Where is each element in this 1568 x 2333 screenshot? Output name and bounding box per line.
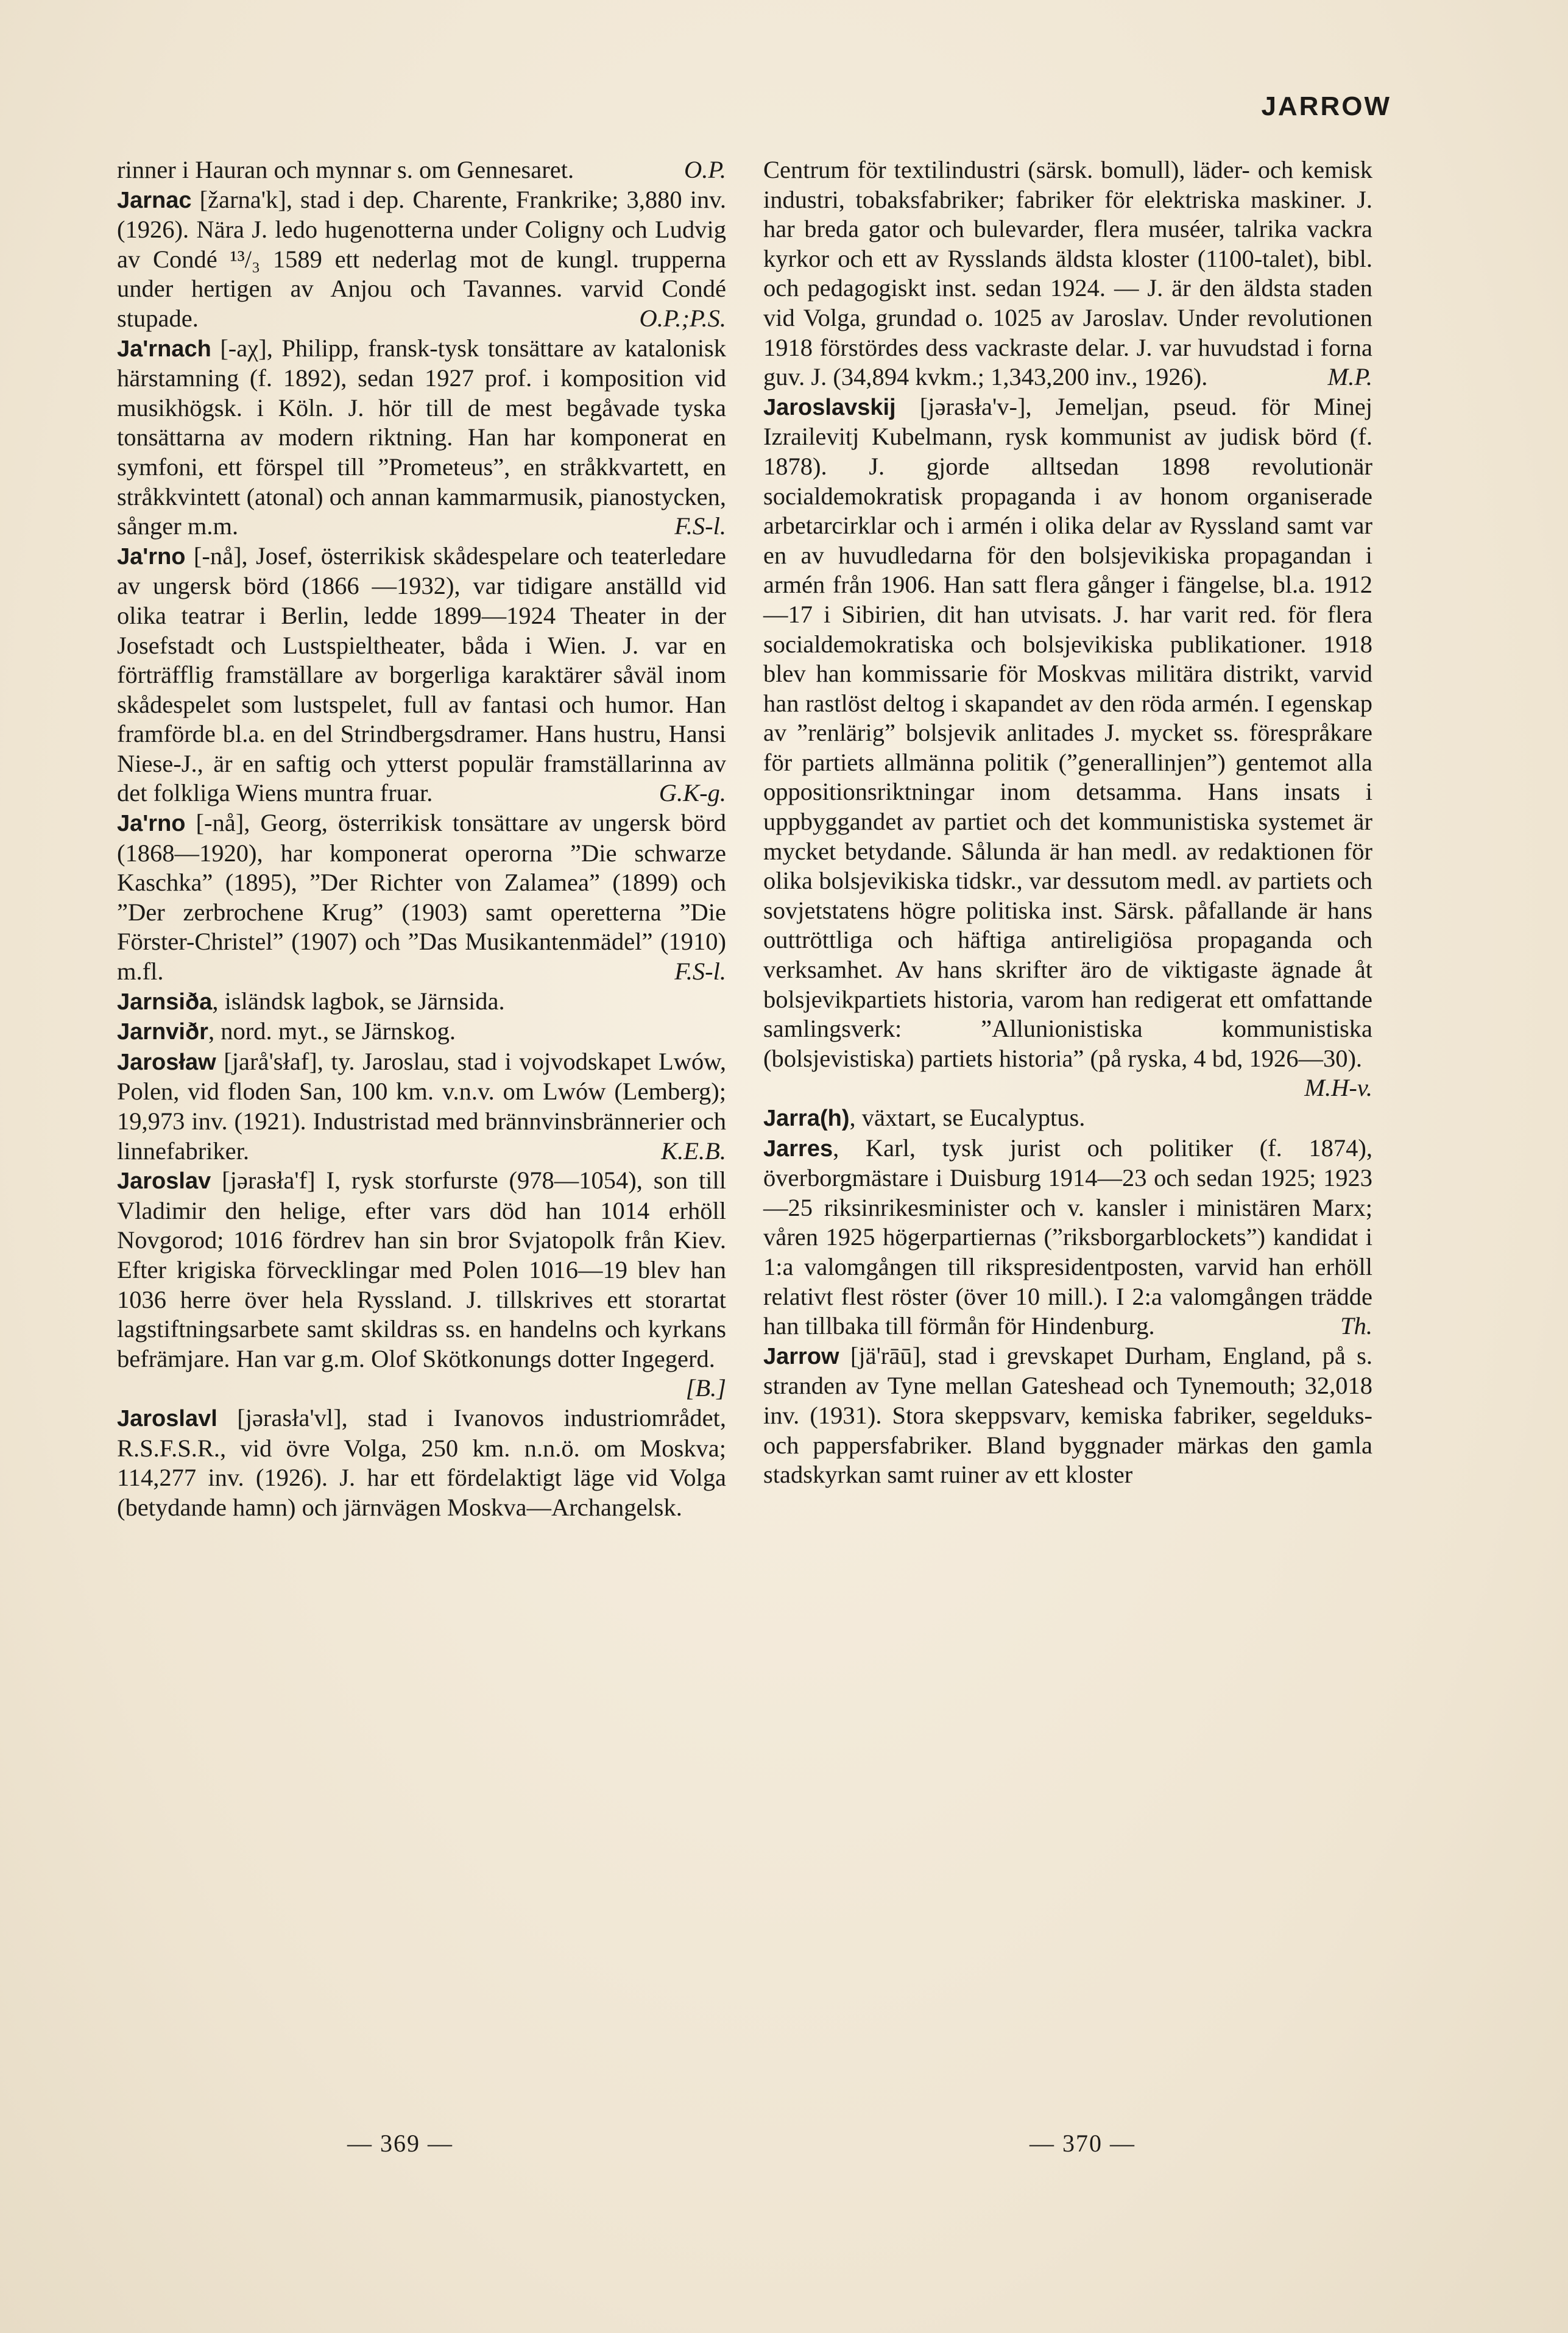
entry-jaroslaw: Jarosław [jarå'słaf], ty. Jaroslau, stad i vojvodskapet Lwów, Polen, vid floden San, 100 km. v.n.v. om Lwów (Lemberg); 19,973 inv. (1921). Industristad med brännvinsbrännerier och linnefabriker. K.E.B. [117, 1047, 726, 1165]
entry-gennesaret: rinner i Hauran och mynnar s. om Gennesaret. O.P. [117, 156, 726, 183]
entry-jarnac: Jarnac [žarna'k], stad i dep. Charente, Frankrike; 3,880 inv. (1926). Nära J. ledo hugenotterna under Coligny och Ludvig av Condé ¹³/₃ 1589 ett nederlag mot de kungl. trupperna under hertigen av Anjou och Tavannes. varvid Condé stupade. O.P.;P.S. [117, 185, 726, 332]
entry-jarnsida: Jarnsiða, isländsk lagbok, se Järnsida. [117, 987, 505, 1015]
entry-jarres: Jarres, Karl, tysk jurist och politiker (f. 1874), överborgmästare i Duisburg 1914—23 och sedan 1925; 1923—25 riksinrikesminister och v. kansler i ministären Marx; våren 1925 högerpartiernas (”riksborgarblockets”) kandidat i 1:a valomgången till rikspresidentposten, varvid han erhöll relativt flest röster (över 10 mill.). I 2:a valomgången trädde han tillbaka till förmån för Hindenburg. Th. [763, 1134, 1372, 1340]
page-number-right: — 370 — [1029, 2130, 1135, 2157]
entry-jarno-georg: Ja'rno [-nå], Georg, österrikisk tonsättare av ungersk börd (1868—1920), har komponerat operorna ”Die schwarze Kaschka” (1895), ”Der Richter von Zalamea” (1899) och ”Der zerbrochene Krug” (1903) samt operetterna ”Die Förster-Christel” (1907) och ”Das Musikantenmädel” (1910) m.fl. F.S-l. [117, 809, 726, 986]
page-number-left: — 369 — [347, 2130, 453, 2157]
entry-jarrah: Jarra(h), växtart, se Eucalyptus. [763, 1104, 1086, 1131]
headword: Jaroslavskij [763, 394, 896, 420]
entry-jarnach: Ja'rnach [-aχ], Philipp, fransk-tysk tonsättare av katalonisk härstamning (f. 1892), sedan 1927 prof. i komposition vid musikhögsk. i Köln. J. hör till de mest begåvade tyska tonsättarna av modern riktning. Han har komponerat en symfoni, ett förspel till ”Prometeus”, en stråkkvartett, en stråkkvintett (atonal) och annan kammarmusik, pianostycken, sånger m.m. F.S-l. [117, 334, 726, 540]
headword: Jarnviðr [117, 1019, 208, 1045]
headword: Jaroslav [117, 1168, 211, 1195]
running-head: JARROW [1261, 91, 1391, 121]
entry-jaroslav: Jaroslav [jərasła'f] I, rysk storfurste (978—1054), son till Vladimir den helige, efter vars död han 1014 erhöll Novgorod; 1016 fördrev han sin bror Svjatopolk från Kiev. Efter krigiska förvecklingar med Polen 1016—19 blev han 1036 herre över hela Ryssland. J. tillskrives ett storartat lagstiftningsarbete samt skildras ss. en handelns och kyrkans befrämjare. Han var g.m. Olof Skötkonungs dotter Ingegerd. [B.] [117, 1166, 726, 1402]
headword: Jarres [763, 1135, 833, 1162]
entry-jarnvidr: Jarnviðr, nord. myt., se Järnskog. [117, 1017, 456, 1045]
headword: Ja'rnach [117, 336, 211, 362]
headword: Jarnac [117, 187, 192, 213]
headword: Jaroslavl [117, 1405, 217, 1431]
headword: Ja'rno [117, 811, 186, 837]
headword: Jarnsiða [117, 989, 213, 1015]
left-column [117, 155, 726, 1522]
entry-jaroslavl-cont: Centrum för textilindustri (särsk. bomull), läder- och kemisk industri, tobaksfabriker; fabriker för elektriska maskiner. J. har breda gator och bulevarder, flera muséer, talrika vackra kyrkor och ett av Rysslands äldsta kloster (1100-talet), bibl. och pedagogiskt inst. sedan 1924. — J. är den äldsta staden vid Volga, grundad o. 1025 av Jaroslav. Under revolutionen 1918 förstördes dess vackraste delar. J. var huvudstad i forna guv. J. (34,894 kvkm.; 1,343,200 inv., 1926). M.P. [763, 156, 1372, 391]
headword: Ja'rno [117, 543, 186, 570]
headword: Jarra(h) [763, 1106, 850, 1131]
entry-jaroslavskij: Jaroslavskij [jərasła'v-], Jemeljan, pseud. för Minej Izrailevitj Kubelmann, rysk kommunist av judisk börd (f. 1878). J. gjorde alltsedan 1898 revolutionär socialdemokratisk propaganda i av honom organiserade arbetarcirklar och i armén i olika delar av Ryssland samt var en av huvudledarna för den bolsjevikiska propagandan i armén från 1906. Han satt flera gånger i fängelse, bl.a. 1912—17 i Sibirien, dit han utvisats. J. har varit red. för flera socialdemokratiska och bolsjevikiska publikationer. 1918 blev han kommissarie för Moskvas militära distrikt, varvid han rastlöst deltog i skapandet av den röda armén. I egenskap av ”renlärig” bolsjevik anlitades J. mycket ss. förespråkare för partiets allmänna politik (”generallinjen”) gentemot alla oppositionsriktningar inom detsamma. Hans insats i uppbyggandet av partiet och det kommunistiska systemet är mycket betydande. Sålunda är han medl. av redaktionen för olika bolsjevikiska tidskr., var dessutom medl. av partiets och sovjetstatens högre politiska inst. Särsk. påfallande är hans outtröttliga och häftiga antireligiösa propaganda och verksamhet. Av hans skrifter äro de viktigaste ägnade åt bolsjevikpartiets historia, varom han redigerat ett omfattande samlingsverk: ”Allunionistiska kommunistiska (bolsjevistiska) partiets historia” (på ryska, 4 bd, 1926—30). M.H-v. [763, 392, 1372, 1102]
entry-jarno-josef: Ja'rno [-nå], Josef, österrikisk skådespelare och teaterledare av ungersk börd (1866 —1932), var tidigare anställd vid olika teatrar i Berlin, ledde 1899—1924 Theater in der Josefstadt och Lustspieltheater, båda i Wien. J. var en förträfflig framställare av borgerliga karaktärer såväl inom skådespelet som lustspelet, full av fantasi och humor. Han framförde bl.a. en del Strindbergsdramer. Hans hustru, Hansi Niese-J., är en saftig och ytterst populär framställarinna av det folkliga Wiens muntra fruar. G.K-g. [117, 542, 726, 807]
entry-jarrow: Jarrow [jä'rāū], stad i grevskapet Durham, England, på s. stranden av Tyne mellan Gateshead och Tynemouth; 32,018 inv. (1931). Stora skeppsvarv, kemiska fabriker, segelduks- och pappersfabriker. Bland byggnader märkas den gamla stadskyrkan samt ruiner av ett kloster [763, 1341, 1372, 1489]
headword: Jarosław [117, 1049, 216, 1075]
headword: Jarrow [763, 1343, 839, 1369]
entry-jaroslavl: Jaroslavl [jərasła'vl], stad i Ivanovos industriområdet, R.S.F.S.R., vid övre Volga, 250 km. n.n.ö. om Moskva; 114,277 inv. (1926). J. har ett fördelaktigt läge vid Volga (betydande hamn) och järnvägen Moskva—Archangelsk. [117, 1403, 726, 1521]
right-column [763, 155, 1372, 1490]
